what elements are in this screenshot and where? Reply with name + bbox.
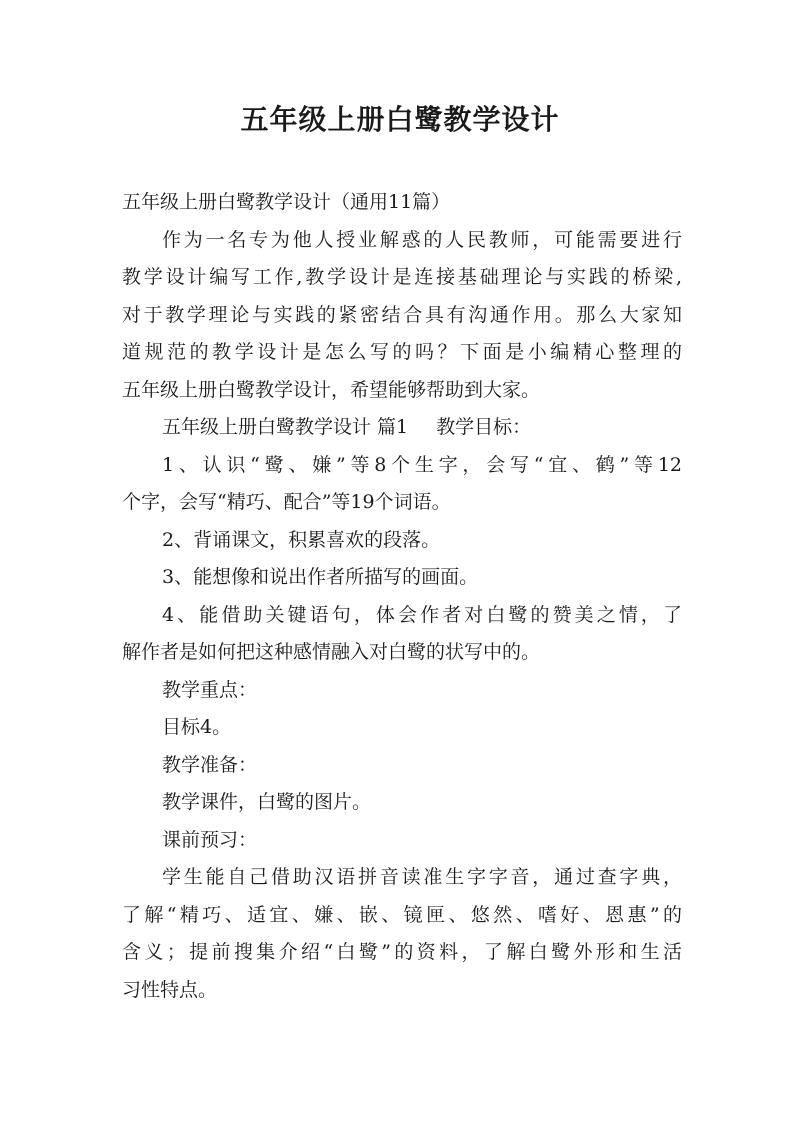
intro-line-3: 对于教学理论与实践的紧密结合具有沟通作用。那么大家知 — [122, 303, 682, 326]
preview-line-2: 了解“精巧、适宜、嫌、嵌、镜匣、悠然、嗜好、恩惠”的 — [122, 903, 682, 926]
goal-1-line-1: 1、认识“鹭、嫌”等8个生字，会写“宜、鹤”等12 — [162, 453, 682, 476]
goals-label: 教学目标： — [436, 416, 532, 438]
goal-1-line-2: 个字，会写“精巧、配合”等19个词语。 — [122, 491, 451, 513]
preview-label: 课前预习： — [162, 828, 258, 851]
document-subtitle: 五年级上册白鹭教学设计（通用11篇） — [122, 191, 451, 213]
document-title: 五年级上册白鹭教学设计 — [240, 103, 560, 136]
intro-line-5: 五年级上册白鹭教学设计，希望能够帮助到大家。 — [122, 378, 541, 401]
preview-line-3: 含义；提前搜集介绍“白鹭”的资料，了解白鹭外形和生活 — [122, 941, 682, 963]
goal-4-line-2: 解作者是如何把这种感情融入对白鹭的状写中的。 — [122, 641, 541, 663]
key-points: 目标4。 — [162, 716, 232, 738]
section-heading-line — [122, 409, 682, 447]
key-points-label: 教学重点： — [162, 678, 258, 701]
prep-text: 教学课件，白鹭的图片。 — [162, 791, 372, 813]
preview-line-1: 学生能自己借助汉语拼音读准生字字音，通过查字典， — [162, 866, 682, 888]
goal-3: 3、能想像和说出作者所描写的画面。 — [162, 566, 479, 588]
prep-label: 教学准备： — [162, 753, 258, 776]
intro-line-4: 道规范的教学设计是怎么写的吗？下面是小编精心整理的 — [122, 341, 682, 363]
intro-line-2: 教学设计编写工作,教学设计是连接基础理论与实践的桥梁, — [122, 266, 682, 288]
section-heading: 五年级上册白鹭教学设计 篇1 — [162, 416, 409, 438]
preview-line-4: 习性特点。 — [122, 978, 218, 1001]
intro-line-1: 作为一名专为他人授业解惑的人民教师，可能需要进行 — [162, 228, 682, 251]
goal-2: 2、背诵课文，积累喜欢的段落。 — [162, 528, 441, 551]
goal-4-line-1: 4、能借助关键语句，体会作者对白鹭的赞美之情，了 — [162, 603, 682, 626]
document-body — [122, 184, 682, 1009]
